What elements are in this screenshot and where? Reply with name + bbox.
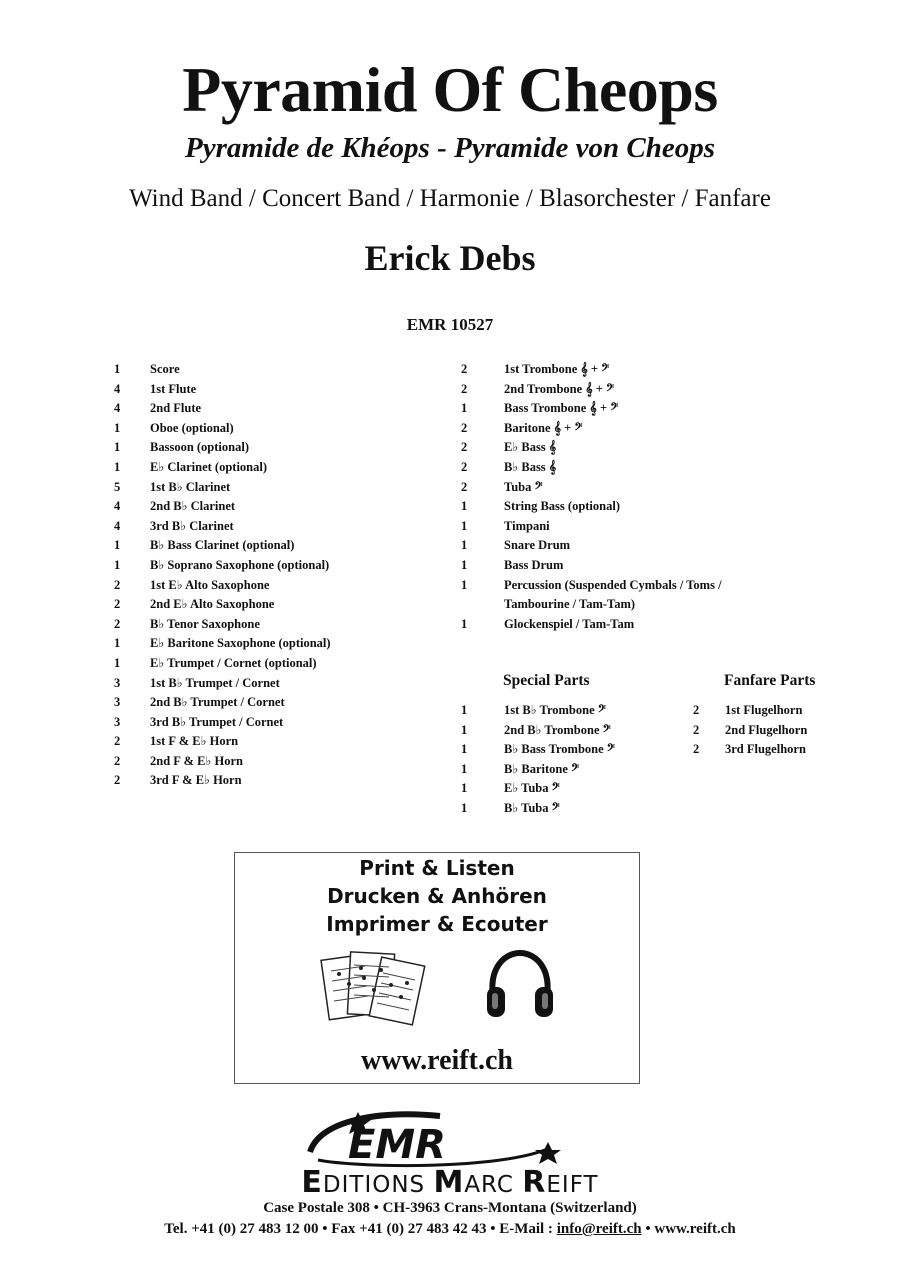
part-name: 2nd B♭ Clarinet bbox=[150, 499, 236, 514]
part-row bbox=[461, 517, 881, 537]
part-row bbox=[693, 740, 873, 760]
part-name: 1st Flugelhorn bbox=[725, 703, 803, 717]
part-name: E♭ Bass 𝄞 bbox=[504, 440, 557, 455]
part-name: E♭ Trumpet / Cornet (optional) bbox=[150, 655, 317, 670]
print-listen-en: Print & Listen bbox=[359, 856, 515, 880]
part-row bbox=[114, 380, 444, 400]
part-name: Bass Trombone 𝄞 + 𝄢 bbox=[504, 401, 619, 416]
part-name: B♭ Bass Clarinet (optional) bbox=[150, 538, 295, 553]
contact-website[interactable]: • www.reift.ch bbox=[641, 1221, 736, 1237]
part-quantity: 1 bbox=[461, 577, 468, 592]
part-row bbox=[114, 399, 444, 419]
part-quantity: 2 bbox=[114, 597, 121, 612]
part-row bbox=[461, 458, 881, 478]
part-quantity: 4 bbox=[114, 401, 121, 416]
part-row bbox=[461, 760, 681, 780]
part-quantity: 1 bbox=[114, 362, 121, 376]
part-row bbox=[461, 380, 881, 400]
pub-name-eift: EIFT bbox=[546, 1172, 599, 1198]
part-row bbox=[461, 740, 681, 760]
part-quantity: 2 bbox=[693, 742, 700, 757]
part-name: Tambourine / Tam-Tam) bbox=[504, 597, 636, 612]
part-quantity: 4 bbox=[114, 518, 121, 533]
print-listen-fr: Imprimer & Ecouter bbox=[326, 912, 548, 936]
publisher-name bbox=[0, 1166, 900, 1202]
part-quantity: 1 bbox=[461, 616, 468, 631]
part-quantity: 2 bbox=[114, 753, 121, 768]
contact-phone-fax: Tel. +41 (0) 27 483 12 00 • Fax +41 (0) 27 483 42 43 • E-Mail : bbox=[164, 1221, 557, 1237]
part-quantity: 4 bbox=[114, 499, 121, 514]
part-row bbox=[114, 595, 444, 615]
part-quantity: 1 bbox=[461, 722, 468, 737]
part-quantity: 2 bbox=[693, 722, 700, 737]
part-quantity: 1 bbox=[461, 761, 468, 776]
parts-list-right bbox=[461, 360, 881, 634]
part-row bbox=[114, 497, 444, 517]
part-quantity: 3 bbox=[114, 714, 121, 729]
part-row bbox=[461, 576, 881, 596]
part-quantity: 2 bbox=[461, 459, 468, 474]
score-subtitle: Pyramide de Khéops - Pyramide von Cheops bbox=[184, 132, 715, 164]
part-row bbox=[461, 799, 681, 819]
part-row bbox=[461, 615, 881, 635]
part-quantity: 2 bbox=[114, 616, 121, 631]
part-quantity: 1 bbox=[114, 440, 121, 455]
publisher-contact bbox=[0, 1219, 900, 1239]
part-quantity: 1 bbox=[461, 518, 468, 533]
special-parts-list bbox=[461, 701, 681, 819]
part-quantity: 2 bbox=[461, 440, 468, 455]
part-row bbox=[114, 576, 444, 596]
part-row bbox=[114, 713, 444, 733]
part-quantity: 1 bbox=[461, 781, 468, 796]
part-name: 3rd F & E♭ Horn bbox=[150, 773, 242, 788]
part-quantity: 2 bbox=[461, 479, 468, 494]
part-quantity: 1 bbox=[461, 538, 468, 553]
part-name: Bassoon (optional) bbox=[150, 440, 249, 455]
composer-name: Erick Debs bbox=[364, 238, 536, 278]
part-name: 1st E♭ Alto Saxophone bbox=[150, 577, 270, 592]
part-row bbox=[461, 399, 881, 419]
part-quantity: 1 bbox=[461, 557, 468, 572]
part-quantity: 1 bbox=[114, 557, 121, 572]
part-row bbox=[461, 360, 881, 380]
part-name: 1st B♭ Clarinet bbox=[150, 479, 231, 494]
part-row bbox=[461, 779, 681, 799]
part-quantity: 1 bbox=[114, 420, 121, 435]
ensemble-line: Wind Band / Concert Band / Harmonie / Blasorchester / Fanfare bbox=[129, 185, 771, 212]
part-name: Bass Drum bbox=[504, 557, 564, 572]
part-row bbox=[461, 536, 881, 556]
part-name: Tuba 𝄢 bbox=[504, 479, 543, 494]
part-quantity: 5 bbox=[114, 479, 121, 494]
emr-logo-icon bbox=[300, 1108, 600, 1170]
part-quantity: 1 bbox=[114, 538, 121, 553]
part-quantity: 1 bbox=[461, 742, 468, 757]
part-quantity: 2 bbox=[114, 577, 121, 592]
part-row bbox=[114, 458, 444, 478]
part-row bbox=[114, 478, 444, 498]
part-name: Oboe (optional) bbox=[150, 420, 234, 435]
part-row bbox=[114, 360, 444, 380]
part-name: Percussion (Suspended Cymbals / Toms / bbox=[504, 577, 722, 592]
fanfare-parts-heading: Fanfare Parts bbox=[724, 672, 816, 689]
part-row bbox=[693, 701, 873, 721]
part-name: E♭ Tuba 𝄢 bbox=[504, 781, 560, 796]
part-name: 3rd B♭ Clarinet bbox=[150, 518, 234, 533]
part-row bbox=[114, 634, 444, 654]
part-quantity: 1 bbox=[114, 636, 121, 651]
part-quantity: 1 bbox=[461, 800, 468, 815]
score-title: Pyramid Of Cheops bbox=[182, 54, 718, 125]
part-row bbox=[114, 654, 444, 674]
part-row bbox=[461, 701, 681, 721]
part-name: 1st B♭ Trumpet / Cornet bbox=[150, 675, 280, 690]
part-name: 2nd Trombone 𝄞 + 𝄢 bbox=[504, 381, 615, 396]
part-name: 2nd B♭ Trumpet / Cornet bbox=[150, 695, 285, 710]
part-name: B♭ Bass 𝄞 bbox=[504, 459, 557, 474]
part-quantity: 2 bbox=[114, 773, 121, 788]
part-quantity: 1 bbox=[114, 459, 121, 474]
part-row bbox=[461, 556, 881, 576]
pub-name-m: M bbox=[433, 1165, 465, 1200]
part-row bbox=[693, 721, 873, 741]
part-quantity: 1 bbox=[461, 401, 468, 416]
headphones-icon bbox=[483, 947, 557, 1023]
part-quantity: 1 bbox=[461, 703, 468, 717]
part-row bbox=[461, 595, 881, 615]
part-name: B♭ Bass Trombone 𝄢 bbox=[504, 742, 615, 757]
pub-name-r: R bbox=[522, 1165, 547, 1200]
part-row bbox=[114, 615, 444, 635]
catalog-number: EMR 10527 bbox=[406, 315, 494, 334]
part-quantity: 2 bbox=[693, 703, 700, 717]
part-name: 2nd Flute bbox=[150, 401, 202, 416]
part-row bbox=[114, 517, 444, 537]
special-parts-heading: Special Parts bbox=[503, 672, 590, 689]
part-row bbox=[114, 771, 444, 791]
part-name: 1st B♭ Trombone 𝄢 bbox=[504, 703, 606, 717]
email-link[interactable]: info@reift.ch bbox=[556, 1221, 642, 1237]
part-name: Score bbox=[150, 362, 180, 376]
part-row bbox=[114, 438, 444, 458]
part-name: Baritone 𝄞 + 𝄢 bbox=[504, 420, 583, 435]
part-name: E♭ Baritone Saxophone (optional) bbox=[150, 636, 331, 651]
part-name: E♭ Clarinet (optional) bbox=[150, 459, 268, 474]
part-row bbox=[114, 536, 444, 556]
part-name: 3rd B♭ Trumpet / Cornet bbox=[150, 714, 284, 729]
part-row bbox=[461, 721, 681, 741]
part-name: Timpani bbox=[504, 518, 550, 533]
part-quantity: 2 bbox=[461, 381, 468, 396]
part-quantity: 4 bbox=[114, 381, 121, 396]
part-name: 1st Flute bbox=[150, 381, 197, 396]
part-row bbox=[114, 556, 444, 576]
part-row bbox=[461, 478, 881, 498]
part-row bbox=[461, 497, 881, 517]
part-name: 2nd Flugelhorn bbox=[725, 722, 808, 737]
part-name: B♭ Soprano Saxophone (optional) bbox=[150, 557, 330, 572]
part-name: 1st F & E♭ Horn bbox=[150, 734, 239, 749]
part-name: String Bass (optional) bbox=[504, 499, 620, 514]
part-quantity: 1 bbox=[461, 499, 468, 514]
part-name: 3rd Flugelhorn bbox=[725, 742, 806, 757]
part-name: 1st Trombone 𝄞 + 𝄢 bbox=[504, 362, 610, 376]
print-listen-box bbox=[234, 852, 640, 1084]
part-quantity: 3 bbox=[114, 675, 121, 690]
part-name: B♭ Baritone 𝄢 bbox=[504, 761, 580, 776]
part-quantity: 3 bbox=[114, 695, 121, 710]
part-name: B♭ Tenor Saxophone bbox=[150, 616, 260, 631]
part-quantity: 2 bbox=[461, 420, 468, 435]
fanfare-parts-list bbox=[693, 701, 873, 760]
part-name: B♭ Tuba 𝄢 bbox=[504, 800, 560, 815]
website-link[interactable]: www.reift.ch bbox=[361, 1045, 513, 1076]
part-name: Glockenspiel / Tam-Tam bbox=[504, 616, 635, 631]
part-name: 2nd E♭ Alto Saxophone bbox=[150, 597, 275, 612]
part-quantity: 2 bbox=[461, 362, 468, 376]
part-row bbox=[461, 438, 881, 458]
part-row bbox=[114, 419, 444, 439]
sheet-music-icon bbox=[319, 947, 429, 1031]
publisher-address: Case Postale 308 • CH-3963 Crans-Montana (Switzerland) bbox=[263, 1200, 637, 1216]
part-row bbox=[114, 693, 444, 713]
emr-logo-text: EMR bbox=[348, 1122, 446, 1168]
part-row bbox=[114, 732, 444, 752]
part-row bbox=[114, 752, 444, 772]
part-row bbox=[461, 419, 881, 439]
pub-name-ditions: DITIONS bbox=[322, 1172, 434, 1198]
part-quantity: 2 bbox=[114, 734, 121, 749]
pub-name-e: E bbox=[301, 1165, 323, 1200]
part-quantity: 1 bbox=[114, 655, 121, 670]
part-name: 2nd B♭ Trombone 𝄢 bbox=[504, 722, 611, 737]
part-name: Snare Drum bbox=[504, 538, 571, 553]
print-listen-de: Drucken & Anhören bbox=[327, 884, 547, 908]
parts-list-left bbox=[114, 360, 444, 791]
part-row bbox=[114, 674, 444, 694]
pub-name-arc: ARC bbox=[464, 1172, 523, 1198]
part-name: 2nd F & E♭ Horn bbox=[150, 753, 243, 768]
